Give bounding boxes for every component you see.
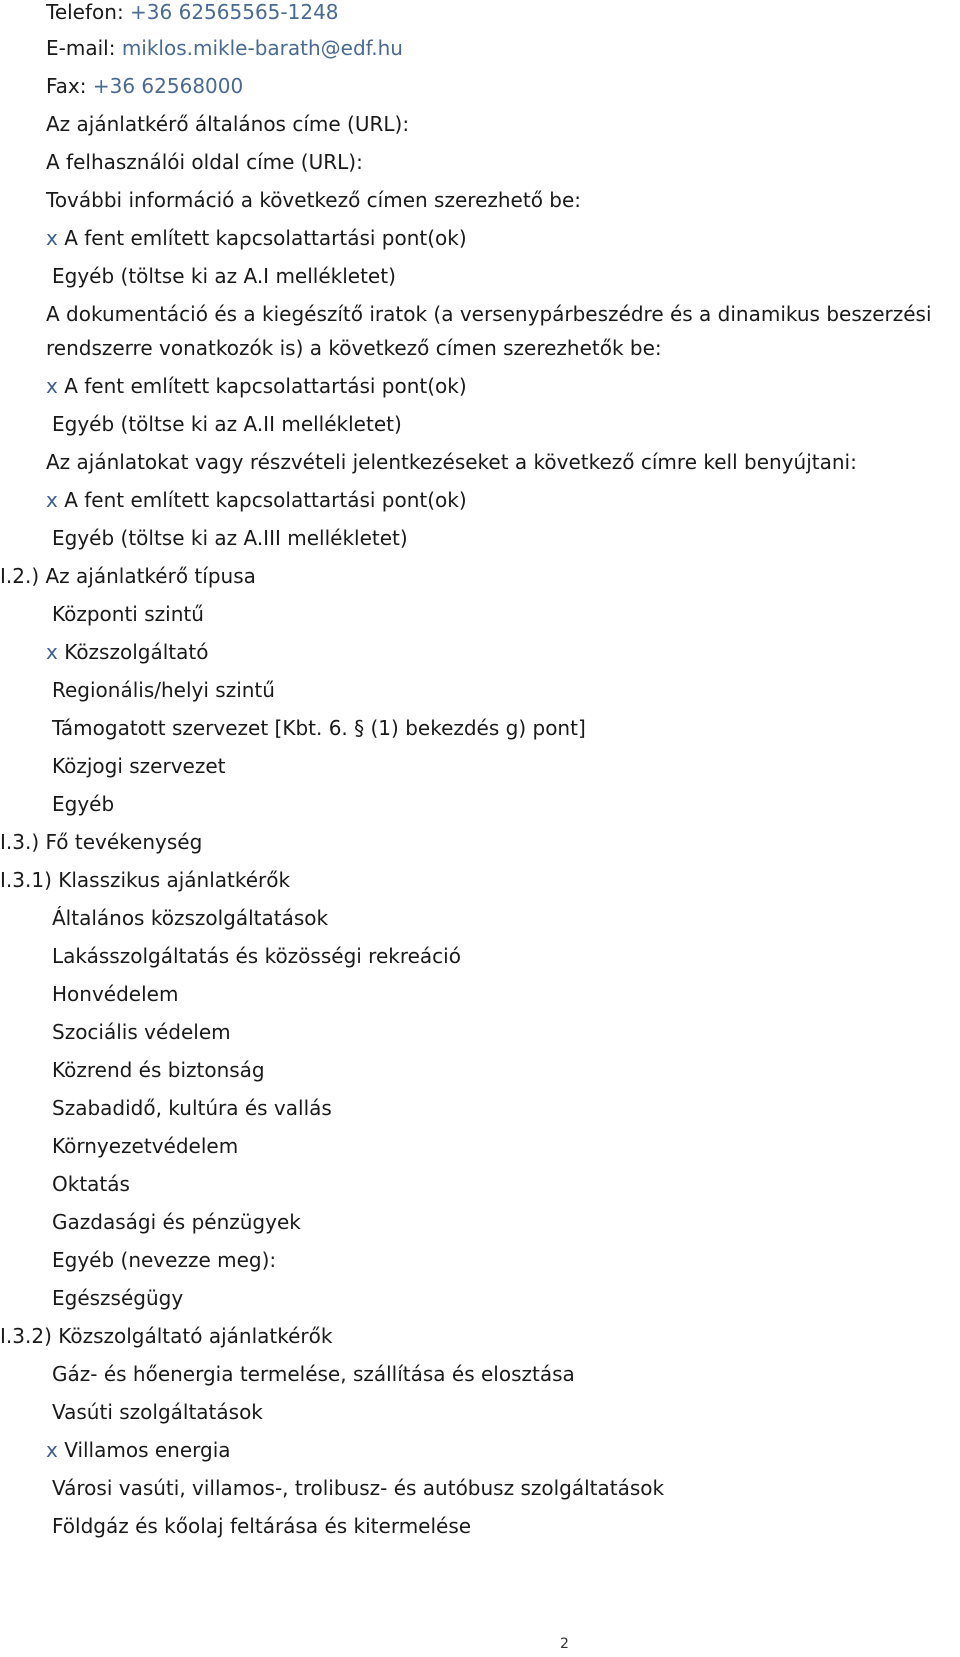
more-info-other-option: Egyéb (töltse ki az A.I mellékletet) (52, 264, 396, 288)
type-option: Egyéb (52, 792, 115, 816)
general-url-label: Az ajánlatkérő általános címe (URL): (46, 112, 410, 136)
option-label: Közszolgáltató (64, 640, 209, 664)
utility-option: Vasúti szolgáltatások (52, 1400, 263, 1424)
docs-contact-option (46, 372, 467, 400)
docs-label-line2: rendszerre vonatkozók is) a következő címen szerezhetők be: (46, 336, 662, 360)
subsection-heading-classic: I.3.1) Klasszikus ajánlatkérők (0, 868, 291, 892)
checked-mark: x (46, 488, 58, 512)
utility-option: Városi vasúti, villamos-, trolibusz- és autóbusz szolgáltatások (52, 1476, 665, 1500)
type-option: Regionális/helyi szintű (52, 678, 275, 702)
classic-option: Szabadidő, kultúra és vallás (52, 1096, 332, 1120)
phone-label: Telefon: (46, 0, 124, 24)
classic-option: Egészségügy (52, 1286, 184, 1310)
option-label: A fent említett kapcsolattartási pont(ok) (64, 488, 467, 512)
type-option-checked (46, 638, 208, 666)
classic-option: Környezetvédelem (52, 1134, 239, 1158)
phone-value: +36 62565565-1248 (130, 0, 339, 24)
type-option: Közjogi szervezet (52, 754, 226, 778)
checked-mark: x (46, 1438, 58, 1462)
classic-option: Oktatás (52, 1172, 130, 1196)
more-info-label: További információ a következő címen szerezhető be: (46, 188, 582, 212)
classic-option: Gazdasági és pénzügyek (52, 1210, 301, 1234)
type-option: Támogatott szervezet [Kbt. 6. § (1) bekezdés g) pont] (52, 716, 586, 740)
email-value: miklos.mikle-barath@edf.hu (121, 36, 403, 60)
submit-other-option: Egyéb (töltse ki az A.III mellékletet) (52, 526, 408, 550)
buyer-profile-url-label: A felhasználói oldal címe (URL): (46, 150, 363, 174)
section-heading-activity: I.3.) Fő tevékenység (0, 830, 203, 854)
checked-mark: x (46, 374, 58, 398)
docs-other-option: Egyéb (töltse ki az A.II mellékletet) (52, 412, 402, 436)
classic-option: Általános közszolgáltatások (52, 906, 329, 930)
option-label: Villamos energia (64, 1438, 231, 1462)
page-number: 2 (560, 1636, 569, 1652)
utility-option: Földgáz és kőolaj feltárása és kitermelése (52, 1514, 472, 1538)
subsection-heading-utility: I.3.2) Közszolgáltató ajánlatkérők (0, 1324, 333, 1348)
type-option: Központi szintű (52, 602, 204, 626)
submit-contact-option (46, 486, 467, 514)
fax-label: Fax: (46, 74, 87, 98)
fax-value: +36 62568000 (92, 74, 244, 98)
docs-label-line1: A dokumentáció és a kiegészítő iratok (a versenypárbeszédre és a dinamikus beszerzési (46, 302, 932, 326)
classic-option: Szociális védelem (52, 1020, 231, 1044)
section-heading-type: I.2.) Az ajánlatkérő típusa (0, 564, 256, 588)
classic-option: Lakásszolgáltatás és közösségi rekreáció (52, 944, 461, 968)
email-label: E-mail: (46, 36, 116, 60)
phone-line (46, 0, 339, 26)
fax-line (46, 72, 243, 100)
classic-option: Egyéb (nevezze meg): (52, 1248, 277, 1272)
utility-option: Gáz- és hőenergia termelése, szállítása és elosztása (52, 1362, 575, 1386)
email-line (46, 34, 403, 62)
option-label: A fent említett kapcsolattartási pont(ok) (64, 374, 467, 398)
classic-option: Közrend és biztonság (52, 1058, 265, 1082)
checked-mark: x (46, 640, 58, 664)
classic-option: Honvédelem (52, 982, 179, 1006)
submit-label: Az ajánlatokat vagy részvételi jelentkezéseket a következő címre kell benyújtani: (46, 450, 857, 474)
checked-mark: x (46, 226, 58, 250)
option-label: A fent említett kapcsolattartási pont(ok) (64, 226, 467, 250)
utility-option-checked (46, 1436, 231, 1464)
more-info-contact-option (46, 224, 467, 252)
